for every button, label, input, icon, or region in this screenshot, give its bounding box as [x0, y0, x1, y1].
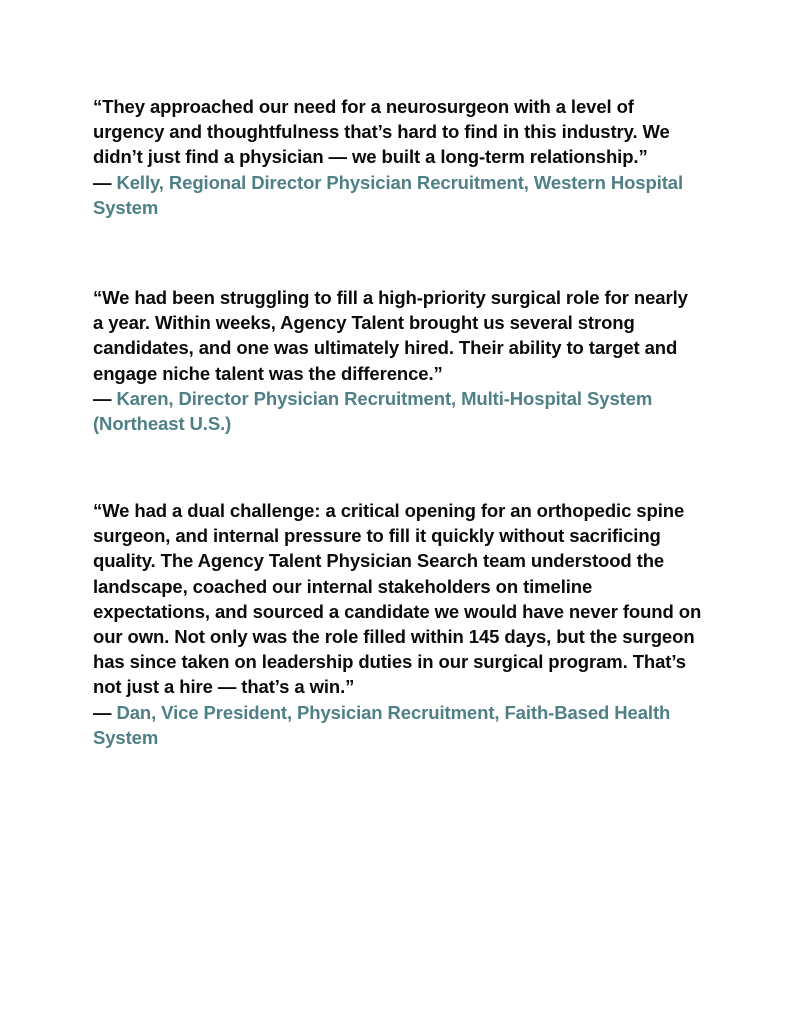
em-dash: — — [93, 387, 112, 409]
attribution-text: Dan, Vice President, Physician Recruitment, Faith-Based Health System — [93, 701, 671, 748]
testimonial-attribution — [93, 700, 703, 750]
testimonial-attribution — [93, 170, 703, 220]
testimonial-karen — [93, 285, 703, 436]
em-dash: — — [93, 171, 112, 193]
testimonial-kelly — [93, 94, 703, 220]
em-dash: — — [93, 701, 112, 723]
testimonial-quote: “They approached our need for a neurosurgeon with a level of urgency and thoughtfulness that’s hard to find in this industry. We didn’t just find a physician — we built a long-term relationship.” — [93, 96, 670, 168]
testimonial-attribution — [93, 386, 703, 436]
attribution-text: Kelly, Regional Director Physician Recruitment, Western Hospital System — [93, 171, 684, 218]
testimonial-dan — [93, 498, 703, 750]
attribution-text: Karen, Director Physician Recruitment, Multi-Hospital System (Northeast U.S.) — [93, 387, 653, 435]
testimonial-quote: “We had a dual challenge: a critical opening for an orthopedic spine surgeon, and internal pressure to fill it quickly without sacrificing quality. The Agency Talent Physician Search team understood the landscape, coached our internal stakeholders on timeline expectations, and sourced a candidate we would have never found on our own. Not only was the role filled within 145 days, but the surgeon has since taken on leadership duties in our surgical program. That’s not just a hire — that’s a win.” — [93, 500, 702, 698]
testimonial-quote: “We had been struggling to fill a high-priority surgical role for nearly a year. Within weeks, Agency Talent brought us several strong candidates, and one was ultimately hired. Their ability to target and engage niche talent was the difference.” — [93, 287, 688, 384]
